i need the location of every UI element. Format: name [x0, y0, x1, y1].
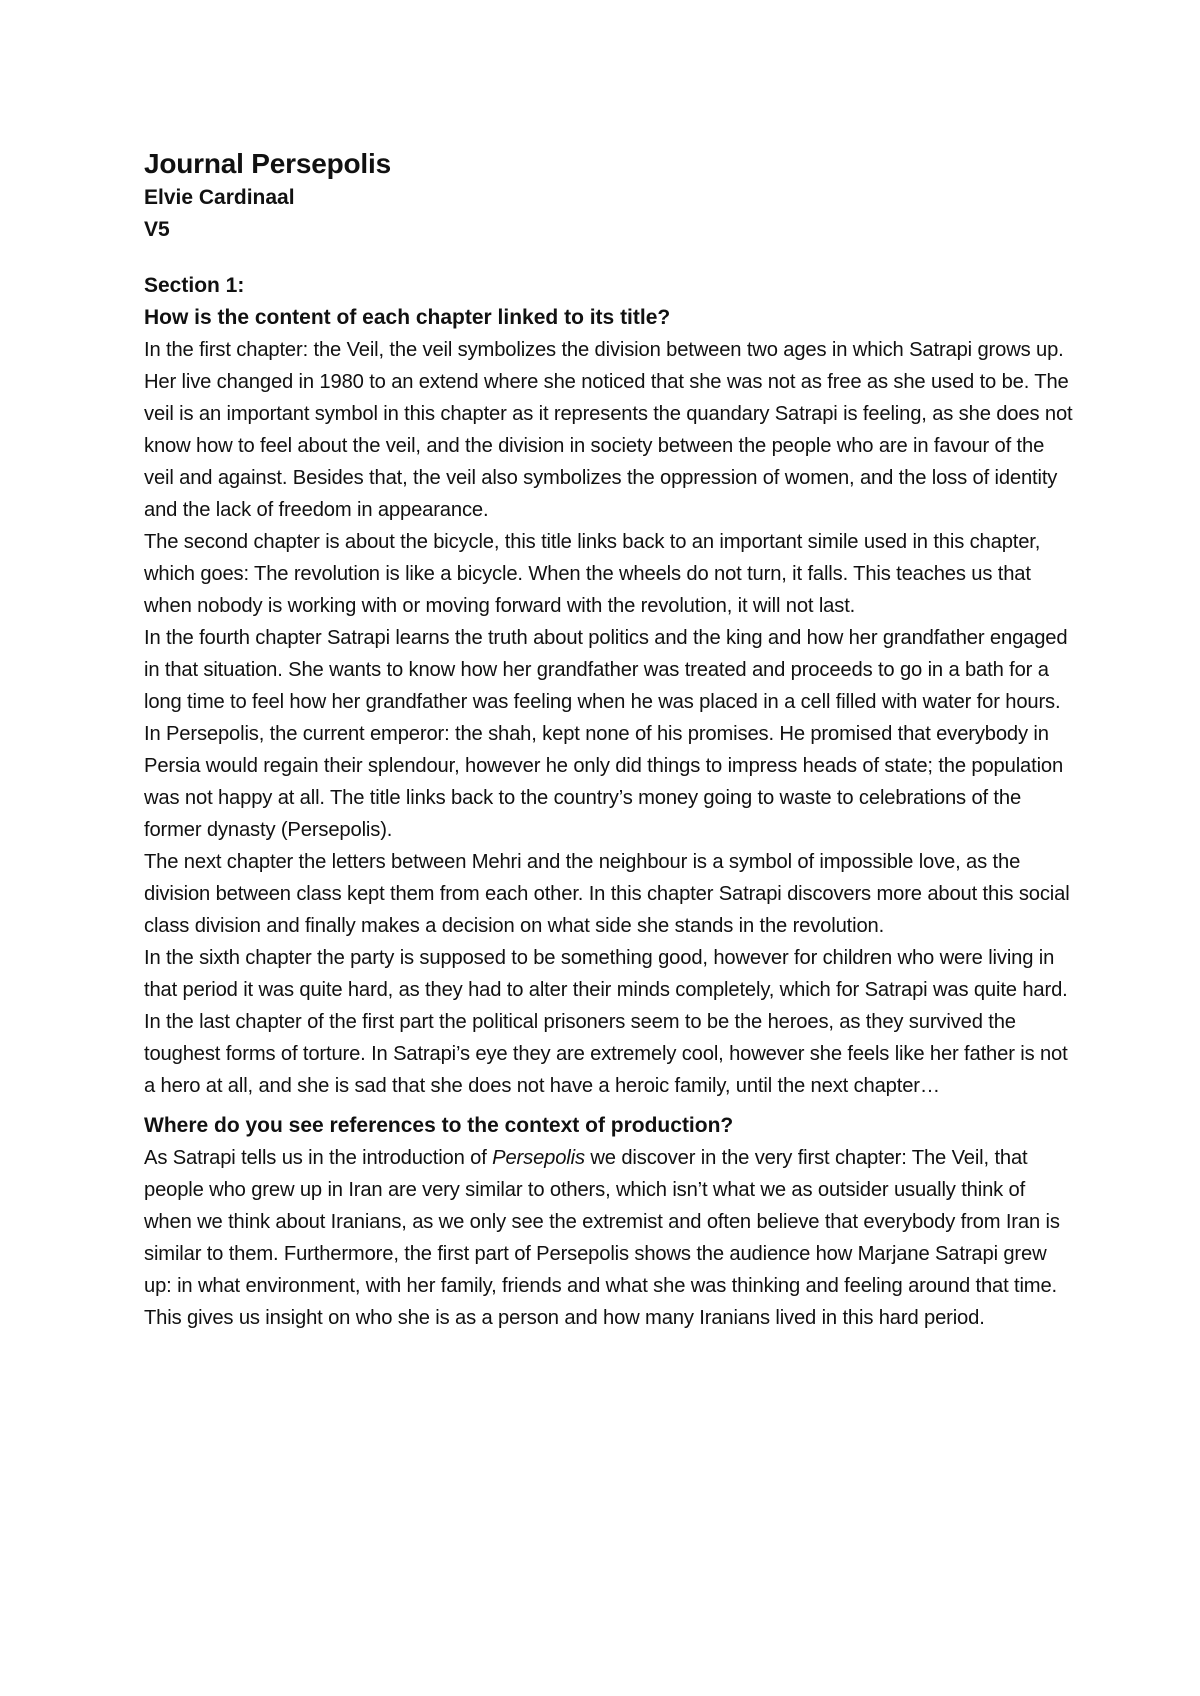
answer-2-paragraph — [144, 1142, 1074, 1334]
answer-1-paragraph-5: The next chapter the letters between Mehri and the neighbour is a symbol of impossible love, as the division between class kept them from each other. In this chapter Satrapi discovers more about this social class division and finally makes a decision on what side she stands in the revolution. — [144, 851, 1070, 937]
answer-2-text-start: As Satrapi tells us in the introduction of — [144, 1147, 493, 1169]
answer-2-text-end: we discover in the very first chapter: The Veil, that people who grew up in Iran are very similar to others, which isn’t what we as outsider usually think of when we think about Iranians, as we only see the extremist and often believe that everybody from Iran is similar to them. Furthermore, the first part of Persepolis shows the audience how Marjane Satrapi grew up: in what environment, with her family, friends and what she was thinking and feeling around that time. This gives us insight on who she is as a person and how many Iranians lived in this hard period. — [144, 1147, 1060, 1329]
spacer — [144, 1102, 1074, 1110]
section-heading: Section 1: — [144, 274, 245, 297]
answer-1-paragraph-6: In the sixth chapter the party is supposed to be something good, however for children who were living in that period it was quite hard, as they had to alter their minds completely, which for Satrapi was quite hard. — [144, 947, 1068, 1001]
class-label: V5 — [144, 218, 170, 241]
answer-2-italic-title: Persepolis — [492, 1147, 585, 1169]
author-name: Elvie Cardinaal — [144, 186, 295, 209]
answer-1-paragraph-4: In Persepolis, the current emperor: the shah, kept none of his promises. He promised that everybody in Persia would regain their splendour, however he only did things to impress heads of state; the population was not happy at all. The title links back to the country’s money going to waste to celebrations of the former dynasty (Persepolis). — [144, 723, 1064, 841]
answer-1-paragraph-7: In the last chapter of the first part the political prisoners seem to be the heroes, as they survived the toughest forms of torture. In Satrapi’s eye they are extremely cool, however she feels like her father is not a hero at all, and she is sad that she does not have a heroic family, until the next chapter… — [144, 1011, 1068, 1097]
document-title: Journal Persepolis — [144, 148, 391, 179]
document-page — [144, 146, 1074, 1334]
spacer — [144, 246, 1074, 270]
answer-1-paragraph-2: The second chapter is about the bicycle, this title links back to an important simile used in this chapter, which goes: The revolution is like a bicycle. When the wheels do not turn, it falls. This teaches us that when nobody is working with or moving forward with the revolution, it will not last. — [144, 531, 1041, 617]
answer-1-paragraph-3: In the fourth chapter Satrapi learns the truth about politics and the king and how her grandfather engaged in that situation. She wants to know how her grandfather was treated and proceeds to go in a bath for a long time to feel how her grandfather was feeling when he was placed in a cell filled with water for hours. — [144, 627, 1068, 713]
question-heading-2: Where do you see references to the context of production? — [144, 1114, 734, 1137]
answer-1-paragraph-1: In the first chapter: the Veil, the veil symbolizes the division between two ages in which Satrapi grows up. Her live changed in 1980 to an extend where she noticed that she was not as free as she used to be. The veil is an important symbol in this chapter as it represents the quandary Satrapi is feeling, as she does not know how to feel about the veil, and the division in society between the people who are in favour of the veil and against. Besides that, the veil also symbolizes the oppression of women, and the loss of identity and the lack of freedom in appearance. — [144, 339, 1073, 521]
question-heading-1: How is the content of each chapter linked to its title? — [144, 306, 671, 329]
